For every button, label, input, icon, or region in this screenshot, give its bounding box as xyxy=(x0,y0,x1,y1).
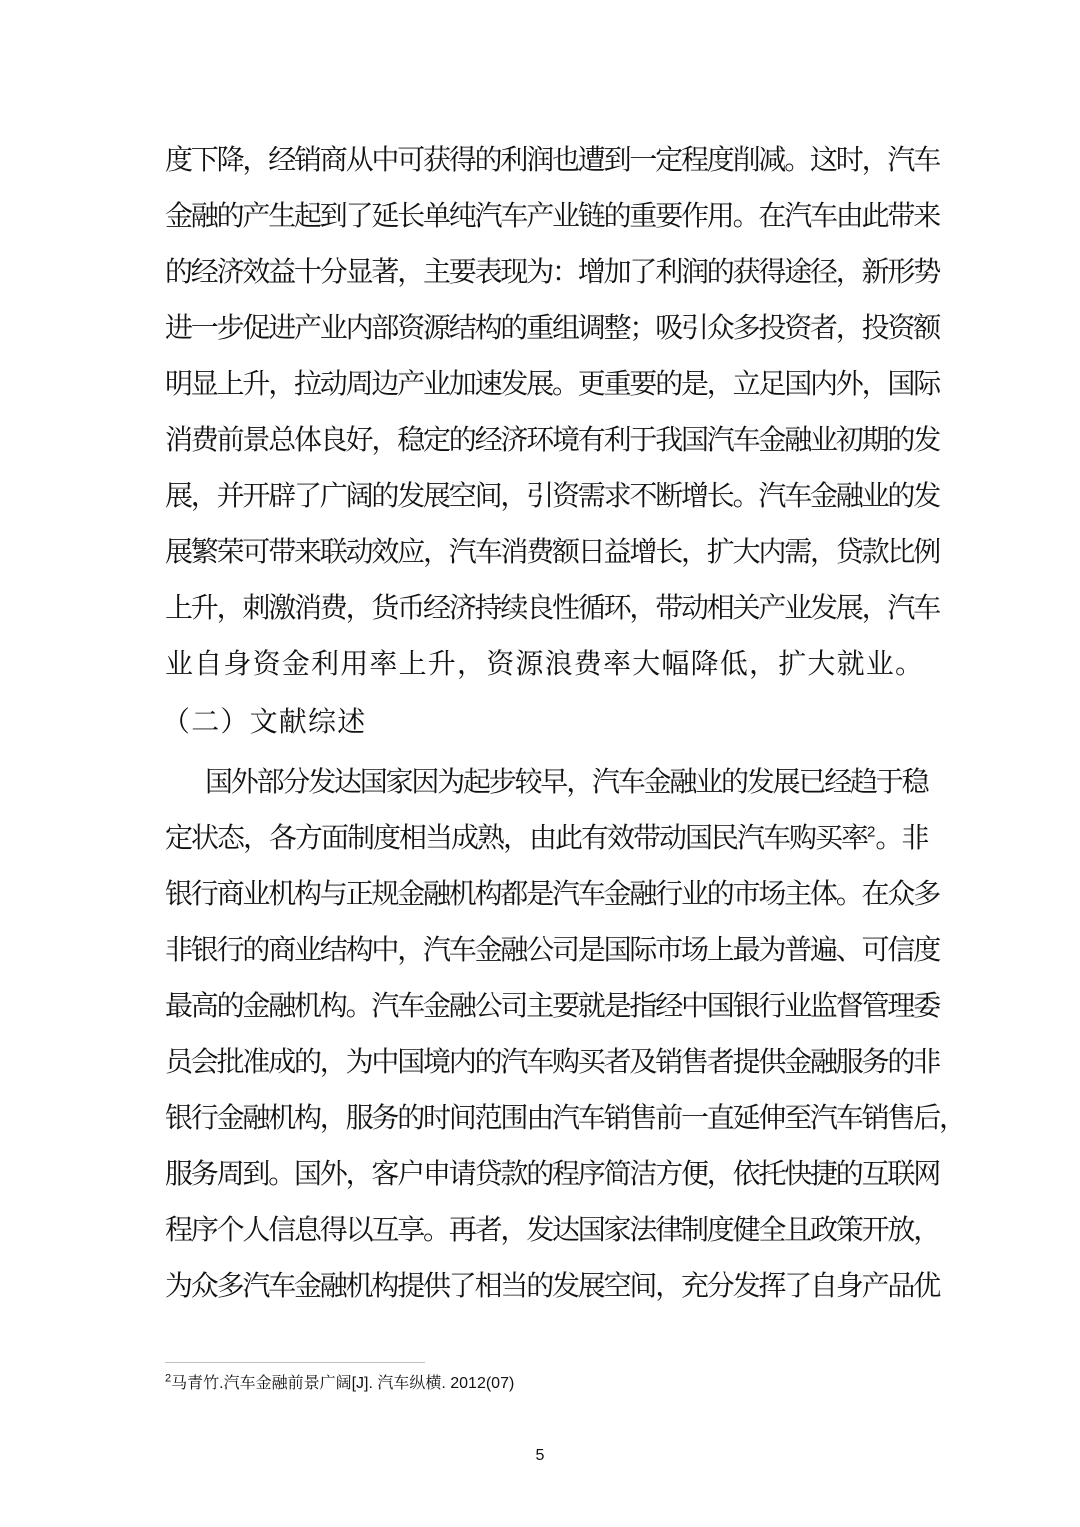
footnote-number: 2 xyxy=(165,1372,172,1385)
section-heading: （二）文献综述 xyxy=(162,705,367,738)
paragraph-line: 最高的金融机构。汽车金融公司主要就是指经中国银行业监督管理委 xyxy=(165,989,940,1022)
line-text: 定状态，各方面制度相当成熟，由此有效带动国民汽车购买率 xyxy=(165,821,868,854)
paragraph-line: 银行金融机构，服务的时间范围由汽车销售前一直延伸至汽车销售后， xyxy=(165,1101,965,1134)
paragraph-line: 度下降，经销商从中可获得的利润也遭到一定程度削减。这时，汽车 xyxy=(165,143,940,176)
paragraph-line: 金融的产生起到了延长单纯汽车产业链的重要作用。在汽车由此带来 xyxy=(165,199,940,232)
paragraph-line: 展繁荣可带来联动效应，汽车消费额日益增长，扩大内需，贷款比例 xyxy=(165,535,940,568)
paragraph-line: 的经济效益十分显著，主要表现为：增加了利润的获得途径，新形势 xyxy=(165,255,940,288)
paragraph-line: 国外部分发达国家因为起步较早，汽车金融业的发展已经趋于稳 xyxy=(205,765,928,798)
paragraph-line: 上升，刺激消费，货币经济持续良性循环，带动相关产业发展，汽车 xyxy=(165,591,940,624)
paragraph-line: 进一步促进产业内部资源结构的重组调整；吸引众多投资者，投资额 xyxy=(165,311,940,344)
paragraph-line: 明显上升，拉动周边产业加速发展。更重要的是，立足国内外，国际 xyxy=(165,367,940,400)
paragraph-line: 消费前景总体良好，稳定的经济环境有利于我国汽车金融业初期的发 xyxy=(165,423,940,456)
paragraph-line: 银行商业机构与正规金融机构都是汽车金融行业的市场主体。在众多 xyxy=(165,877,940,910)
paragraph-line: 为众多汽车金融机构提供了相当的发展空间，充分发挥了自身产品优 xyxy=(165,1269,940,1302)
footnote xyxy=(165,1374,514,1394)
paragraph-line: 程序个人信息得以互享。再者，发达国家法律制度健全且政策开放， xyxy=(165,1213,940,1246)
footnote-divider xyxy=(165,1362,425,1363)
paragraph-line xyxy=(165,818,927,858)
page-number: 5 xyxy=(535,1447,545,1464)
paragraph-line: 员会批准成的，为中国境内的汽车购买者及销售者提供金融服务的非 xyxy=(165,1045,940,1078)
footnote-reference[interactable]: 2 xyxy=(867,823,876,841)
paragraph-line: 非银行的商业结构中，汽车金融公司是国际市场上最为普遍、可信度 xyxy=(165,933,940,966)
footnote-text: 马青竹.汽车金融前景广阔[J]. 汽车纵横. 2012(07) xyxy=(171,1375,515,1392)
paragraph-line: 展，并开辟了广阔的发展空间，引资需求不断增长。汽车金融业的发 xyxy=(165,479,940,512)
paragraph-line: 服务周到。国外，客户申请贷款的程序简洁方便，依托快捷的互联网 xyxy=(165,1157,940,1190)
line-text: 。非 xyxy=(875,821,928,854)
paragraph-line: 业自身资金利用率上升，资源浪费率大幅降低，扩大就业。 xyxy=(165,647,925,680)
